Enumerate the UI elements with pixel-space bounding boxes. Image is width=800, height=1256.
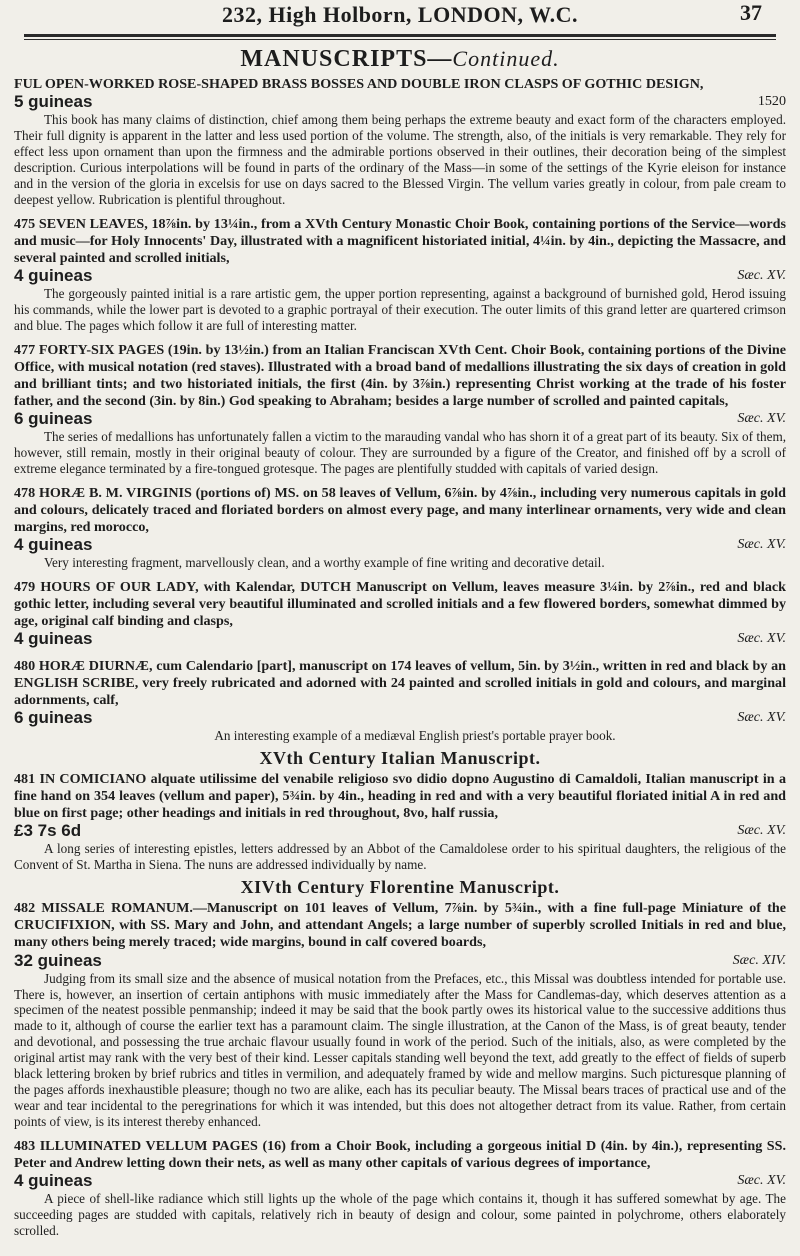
section-title-continued: Continued.	[452, 46, 560, 71]
lot-480-price: 6 guineas	[14, 707, 93, 727]
lot-483-description: A piece of shell-like radiance which still lights up the whole of the page which contains it, though it has suffered somewhat by age. The succeeding pages are studded with capitals, relatively rich in beauty of design and colour, some painted in polychrome, others elaborately scrolled.	[14, 1190, 786, 1238]
lot-481-century: Sæc. XV.	[737, 822, 786, 839]
lot-477-heading: 477 FORTY-SIX PAGES (19in. by 13½in.) from an Italian Franciscan XVth Cent. Choir Book, containing portions of the Divine Office, with musical notation (red staves). Illustrated with a broad band of medallions illustrating the six days of creation in gold and brilliant tints; and two historiated initials, the first (4in. by 3⅞in.) representing Christ working at the trade of his foster father, and the second (3in. by 8in.) God speaking to Abraham; besides a large number of scrolled and painted capitals,	[14, 341, 786, 409]
lot-continued-price: 5 guineas	[14, 92, 93, 112]
lot-478-century: Sæc. XV.	[737, 536, 786, 553]
subheading-italian-manuscript: XVth Century Italian Manuscript.	[259, 747, 541, 768]
lot-482-description: Judging from its small size and the absence of musical notation from the Prefaces, etc., this Missal was doubtless intended for portable use. There is, however, an insertion of certain antiphons with music immediately after the Mass for Candlemas-day, which deserves attention as a specimen of the neatest possible penmanship; indeed it may be said that the book partly owes its historical value to the successive additions thus made to it, although of course the earlier text has a paramount claim. The single illustration, at the Canon of the Mass, is of great beauty, tender and devotional, and possessing the true archaic flavour usually found in work of the period. Such of the initials, also, as were completed by the original artist may rank with the very best of their kind. Lesser capitals standing well beyond the text, add greatly to the effect of fields of superb black lettering broken by brief rubrics and titles in vermilion, and adequately framed by wide and mellow margins. Such picturesque planning of the pages affords inexhaustible pleasure; though no two are alike, each has its peculiar beauty. The Missal bears traces of practical use and of the wear and tear incidental to the peregrinations for which it was intended, but this does not altogether detract from its value. Rather, from certain points of view, is its interest thereby enhanced.	[14, 970, 786, 1129]
lot-475-description: The gorgeously painted initial is a rare artistic gem, the upper portion representing, against a background of burnished gold, Herod issuing his commands, while the lower part is devoted to a graphic portrayal of their execution. The outer limits of this grand letter are quartered crimson and blue. The pages which follow it are full of interesting matter.	[14, 286, 786, 333]
lot-480-heading: 480 HORÆ DIURNÆ, cum Calendario [part], manuscript on 174 leaves of vellum, 5in. by 3½in., written in red and black by an ENGLISH SCRIBE, very freely rubricated and adorned with 24 painted and scrolled initials in gold and colours, and marginal adornments, calf,	[14, 657, 786, 708]
lot-478-description: Very interesting fragment, marvellously clean, and a worthy example of fine writing and decorative detail.	[44, 555, 605, 571]
page-header	[14, 0, 786, 34]
catalogue-content	[14, 76, 786, 1239]
subheading-florentine-manuscript: XIVth Century Florentine Manuscript.	[240, 877, 560, 898]
lot-475-price-line	[14, 267, 786, 286]
lot-480-price-line	[14, 709, 786, 728]
lot-continued-heading: FUL OPEN-WORKED ROSE-SHAPED BRASS BOSSES AND DOUBLE IRON CLASPS OF GOTHIC DESIGN,	[14, 76, 704, 92]
lot-482-century: Sæc. XIV.	[732, 951, 786, 968]
lot-483-century: Sæc. XV.	[737, 1171, 786, 1188]
lot-483-price-line	[14, 1172, 786, 1191]
lot-479-price: 4 guineas	[14, 629, 93, 649]
lot-480-description: An interesting example of a mediæval English priest's portable prayer book.	[214, 727, 616, 743]
lot-477-price: 6 guineas	[14, 409, 93, 429]
lot-481-description: A long series of interesting epistles, letters addressed by an Abbot of the Camaldolese order to his spiritual daughters, the religious of the Convent of St. Martha in Siena. The nuns are addressed individually by name.	[14, 841, 786, 873]
lot-482-heading: 482 MISSALE ROMANUM.—Manuscript on 101 leaves of Vellum, 7⅞in. by 5¾in., with a fine full-page Miniature of the CRUCIFIXION, with SS. Mary and John, and attendant Angels; a large number of superbly scrolled Initials in red and blue, many others being merely traced; wide margins, bound in calf covered boards,	[14, 900, 786, 951]
lot-478-price-line	[14, 536, 786, 555]
lot-479-century: Sæc. XV.	[737, 630, 786, 647]
lot-477-price-line	[14, 410, 786, 429]
lot-475-century: Sæc. XV.	[737, 266, 786, 283]
lot-477-description: The series of medallions has unfortunately fallen a victim to the marauding vandal who has shorn it of a great part of its beauty. Six of them, however, still remain, mostly in their original beauty of colour. They are surrounded by a figure of the Creator, and finished off by a scroll of extreme elegance terminated by a fire-tongued grotesque. The pages are plentifully studded with capitals of varied design.	[14, 429, 786, 476]
header-address: 232, High Holborn, LONDON, W.C.	[222, 2, 578, 27]
lot-482-price: 32 guineas	[14, 950, 102, 970]
section-title-main: MANUSCRIPTS—	[240, 46, 453, 72]
header-rule	[24, 34, 776, 40]
page-number: 37	[740, 0, 762, 25]
lot-483-heading: 483 ILLUMINATED VELLUM PAGES (16) from a Choir Book, including a gorgeous initial D (4in. by 4in.), representing SS. Peter and Andrew letting down their nets, as well as many other capitals of various degrees of importance,	[14, 1137, 786, 1171]
lot-continued-date: 1520	[757, 93, 786, 110]
lot-481-price: £3 7s 6d	[14, 821, 82, 841]
lot-479-heading: 479 HOURS OF OUR LADY, with Kalendar, DUTCH Manuscript on Vellum, leaves measure 3¼in. by 2⅞in., red and black gothic letter, including several very beautiful illuminated and scrolled initials and a few flowered borders, somewhat dimmed by age, original calf binding and clasps,	[14, 579, 786, 630]
lot-475-heading: 475 SEVEN LEAVES, 18⅞in. by 13¼in., from a XVth Century Monastic Choir Book, containing portions of the Service—words and music—for Holy Innocents' Day, illustrated with a magnificent historiated initial, 4¼in. by 4in., depicting the Massacre, and several painted and scrolled initials,	[14, 215, 786, 266]
lot-483-price: 4 guineas	[14, 1170, 93, 1190]
lot-478-heading: 478 HORÆ B. M. VIRGINIS (portions of) MS. on 58 leaves of Vellum, 6⅞in. by 4⅞in., including very numerous capitals in gold and colours, delicately traced and floriated borders on almost every page, and many interlinear ornaments, very wide and clean margins, red morocco,	[14, 484, 786, 536]
lot-475-price: 4 guineas	[14, 265, 93, 285]
lot-477-century: Sæc. XV.	[737, 410, 786, 427]
lot-continued-description: This book has many claims of distinction, chief among them being perhaps the extreme beauty and exact form of the characters employed. Their full dignity is apparent in the latter and less used portion of the volume. The strength, also, of the initials is very remarkable. They rely for effect less upon ornament than upon the firmness and the admirable portions observed in their outlines, their decoration being of the simplest description. Curious interpolations will be found in parts of the ordinary of the Mass—in some of the settings of the Kyrie eleison for instance and in the version of the gloria in excelsis for use on days sacred to the Blessed Virgin. The vellum varies greatly in colour, from pale cream to deepest yellow. Rubrication is plentiful throughout.	[14, 112, 786, 207]
lot-481-heading: 481 IN COMICIANO alquate utilissime del venabile religioso svo didio dopno Augustino di Camaldoli, Italian manuscript in a fine hand on 354 leaves (vellum and paper), 5¾in. by 4in., heading in red and with a very beautiful floriated initial A in red and blue on first page; other headings and initials in red throughout, 8vo, half russia,	[14, 770, 786, 822]
lot-478-price: 4 guineas	[14, 535, 93, 555]
section-title	[14, 46, 786, 76]
lot-479-price-line	[14, 630, 786, 649]
lot-continued-price-line	[14, 93, 786, 112]
lot-480-century: Sæc. XV.	[737, 708, 786, 725]
lot-482-price-line	[14, 952, 786, 971]
lot-481-price-line	[14, 822, 786, 841]
